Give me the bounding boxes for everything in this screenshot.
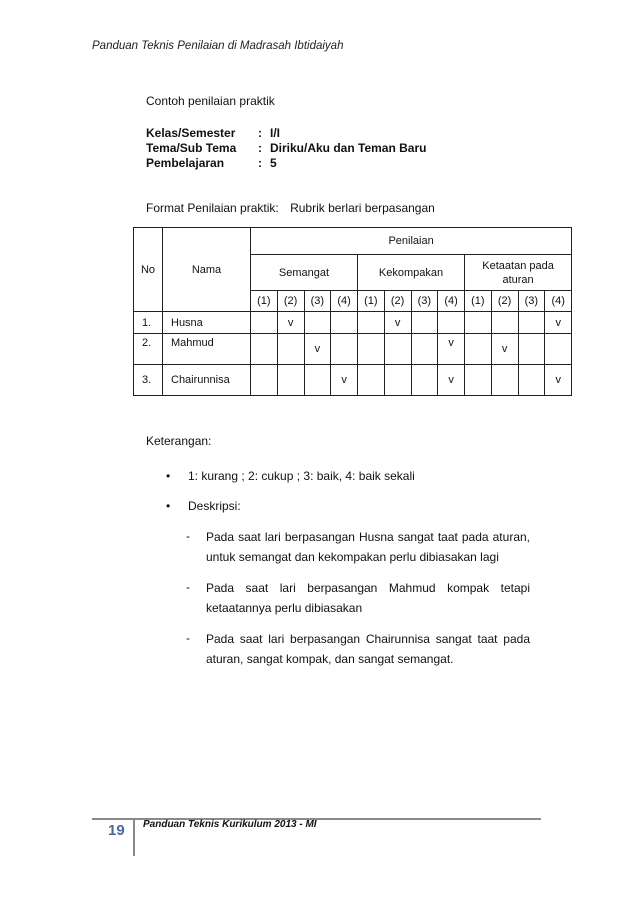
- score-cell: v: [438, 334, 465, 365]
- meta-value: Diriku/Aku dan Teman Baru: [270, 141, 427, 155]
- footer-vertical-divider: [133, 820, 135, 856]
- running-header: Panduan Teknis Penilaian di Madrasah Ibtidaiyah: [92, 40, 344, 52]
- score-cell: v: [277, 312, 304, 334]
- score-cell: [304, 312, 331, 334]
- score-cell: [251, 334, 278, 365]
- score-cell: [518, 334, 545, 365]
- bullet-icon: •: [166, 499, 171, 513]
- meta-label: Pembelajaran: [146, 156, 225, 170]
- dash-icon: -: [186, 580, 190, 594]
- criteria-header: Kekompakan: [358, 255, 465, 291]
- score-header: (2): [384, 291, 411, 312]
- score-cell: v: [491, 334, 518, 365]
- meta-row: [146, 156, 426, 171]
- rubric-table: [133, 227, 572, 396]
- score-cell: v: [545, 365, 572, 396]
- score-cell: [545, 334, 572, 365]
- meta-colon: :: [258, 156, 262, 170]
- description-item: [186, 580, 530, 618]
- score-cell: [518, 312, 545, 334]
- score-cell: v: [384, 312, 411, 334]
- score-cell: [358, 334, 385, 365]
- row-no: 2.: [134, 334, 163, 365]
- score-cell: [518, 365, 545, 396]
- score-cell: v: [331, 365, 358, 396]
- score-header: (3): [518, 291, 545, 312]
- intro-text: Contoh penilaian praktik: [146, 94, 275, 108]
- score-cell: [465, 334, 492, 365]
- bullet-text: 1: kurang ; 2: cukup ; 3: baik, 4: baik sekali: [188, 469, 415, 483]
- bullet-item: [166, 499, 241, 513]
- score-cell: [491, 365, 518, 396]
- score-cell: [331, 312, 358, 334]
- score-cell: [411, 312, 438, 334]
- meta-row: [146, 141, 426, 156]
- description-item: [186, 631, 530, 669]
- bullet-icon: •: [166, 469, 171, 483]
- score-header: (4): [438, 291, 465, 312]
- score-cell: [465, 365, 492, 396]
- format-line: [146, 201, 435, 215]
- score-cell: [331, 334, 358, 365]
- score-cell: v: [545, 312, 572, 334]
- format-value: Rubrik berlari berpasangan: [290, 201, 435, 215]
- meta-colon: :: [258, 141, 262, 155]
- score-cell: [438, 312, 465, 334]
- meta-value: 5: [270, 156, 277, 170]
- table-row: [134, 334, 572, 365]
- score-cell: [411, 365, 438, 396]
- dash-icon: -: [186, 631, 190, 645]
- row-no: 3.: [134, 365, 163, 396]
- meta-row: [146, 126, 426, 141]
- page-number: 19: [108, 822, 125, 839]
- score-cell: [277, 334, 304, 365]
- dash-icon: -: [186, 529, 190, 543]
- score-cell: [304, 365, 331, 396]
- score-header: (3): [411, 291, 438, 312]
- score-cell: v: [438, 365, 465, 396]
- description-list: [186, 529, 530, 682]
- description-text: Pada saat lari berpasangan Chairunnisa sangat taat pada aturan, sangat kompak, dan sangat semangat.: [206, 632, 530, 666]
- criteria-header: Ketaatan pada aturan: [465, 255, 572, 291]
- meta-value: I/I: [270, 126, 281, 140]
- meta-colon: :: [258, 126, 262, 140]
- format-label: Format Penilaian praktik:: [146, 201, 279, 215]
- score-header: (1): [251, 291, 278, 312]
- score-header: (1): [358, 291, 385, 312]
- score-cell: [358, 312, 385, 334]
- score-header: (4): [545, 291, 572, 312]
- score-cell: [384, 334, 411, 365]
- row-no: 1.: [134, 312, 163, 334]
- score-header: (2): [277, 291, 304, 312]
- score-cell: [384, 365, 411, 396]
- score-cell: [411, 334, 438, 365]
- score-header: (2): [491, 291, 518, 312]
- penilaian-header: Penilaian: [251, 228, 572, 255]
- criteria-header: Semangat: [251, 255, 358, 291]
- score-cell: [251, 365, 278, 396]
- table-row: [134, 312, 572, 334]
- bullet-text: Deskripsi:: [188, 499, 241, 513]
- row-nama: Husna: [163, 312, 251, 334]
- bullet-item: [166, 469, 415, 483]
- col-nama-header: Nama: [163, 228, 251, 312]
- score-cell: [465, 312, 492, 334]
- score-cell: [277, 365, 304, 396]
- score-cell: [491, 312, 518, 334]
- score-header: (3): [304, 291, 331, 312]
- meta-label: Tema/Sub Tema: [146, 141, 237, 155]
- score-cell: [358, 365, 385, 396]
- score-cell: v: [304, 334, 331, 365]
- row-nama: Chairunnisa: [163, 365, 251, 396]
- table-row: [134, 365, 572, 396]
- description-text: Pada saat lari berpasangan Mahmud kompak tetapi ketaatannya perlu dibiasakan: [206, 581, 530, 615]
- score-header: (4): [331, 291, 358, 312]
- col-no-header: No: [134, 228, 163, 312]
- row-nama: Mahmud: [163, 334, 251, 365]
- meta-block: [146, 126, 426, 171]
- keterangan-title: Keterangan:: [146, 434, 212, 448]
- description-text: Pada saat lari berpasangan Husna sangat taat pada aturan, untuk semangat dan kekompakan perlu dibiasakan lagi: [206, 530, 530, 564]
- meta-label: Kelas/Semester: [146, 126, 236, 140]
- score-header: (1): [465, 291, 492, 312]
- footer-title: Panduan Teknis Kurikulum 2013 - MI: [143, 819, 317, 830]
- description-item: [186, 529, 530, 567]
- score-cell: [251, 312, 278, 334]
